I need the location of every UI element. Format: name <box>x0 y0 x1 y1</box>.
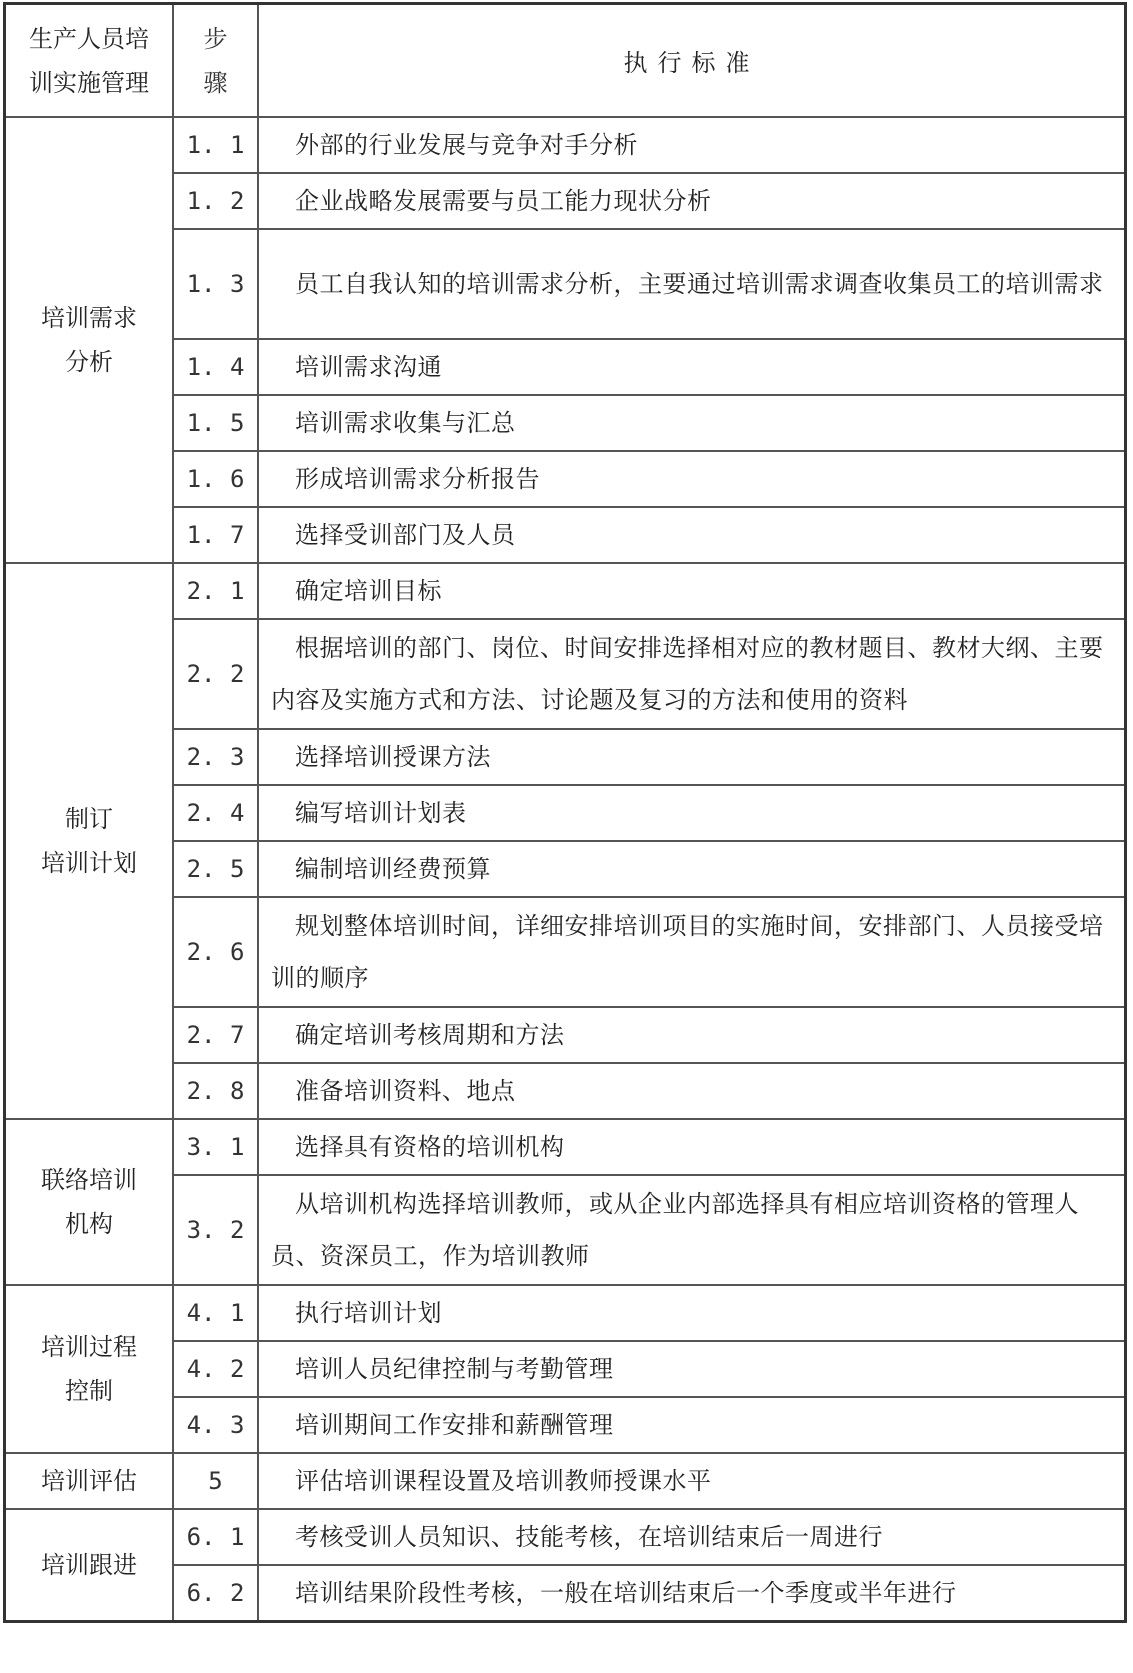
table-row <box>5 729 1126 785</box>
table-row <box>5 1063 1126 1119</box>
category-cell <box>5 117 174 563</box>
standard-cell <box>258 785 1126 841</box>
table-row <box>5 1007 1126 1063</box>
table-row <box>5 1119 1126 1175</box>
header-standard: 执行标准 <box>258 4 1126 118</box>
standard-text: 考核受训人员知识、技能考核，在培训结束后一周进行 <box>295 1523 883 1551</box>
step-number: 1. 2 <box>173 173 258 229</box>
step-number: 2. 6 <box>173 897 258 1007</box>
category-cell <box>5 1119 174 1285</box>
category-label: 联络培训 <box>41 1166 137 1194</box>
step-number: 1. 6 <box>173 451 258 507</box>
standard-cell <box>258 339 1126 395</box>
step-number: 2. 1 <box>173 563 258 619</box>
step-number: 2. 8 <box>173 1063 258 1119</box>
standard-cell <box>258 729 1126 785</box>
standard-text: 形成培训需求分析报告 <box>295 465 540 493</box>
category-label: 培训评估 <box>41 1467 137 1495</box>
standard-cell <box>258 229 1126 339</box>
step-number: 3. 2 <box>173 1175 258 1285</box>
standard-text: 确定培训考核周期和方法 <box>295 1021 565 1049</box>
category-label: 制订 <box>65 805 113 833</box>
standard-text: 评估培训课程设置及培训教师授课水平 <box>295 1467 712 1495</box>
table-row <box>5 1565 1126 1622</box>
standard-text: 选择培训授课方法 <box>295 743 491 771</box>
header-row <box>5 4 1126 118</box>
standard-cell <box>258 117 1126 173</box>
table-row <box>5 897 1126 1007</box>
step-number: 1. 4 <box>173 339 258 395</box>
standard-cell <box>258 173 1126 229</box>
table-row <box>5 1397 1126 1453</box>
table-row <box>5 117 1126 173</box>
step-number: 4. 2 <box>173 1341 258 1397</box>
step-number: 4. 1 <box>173 1285 258 1341</box>
step-number: 2. 3 <box>173 729 258 785</box>
table-row <box>5 339 1126 395</box>
table-row <box>5 507 1126 563</box>
standard-text: 规划整体培训时间，详细安排培训项目的实施时间，安排部门、人员接受培训的顺序 <box>271 912 1104 992</box>
table-row <box>5 1509 1126 1565</box>
standard-cell <box>258 395 1126 451</box>
table-row <box>5 1453 1126 1509</box>
standard-text: 从培训机构选择培训教师，或从企业内部选择具有相应培训资格的管理人员、资深员工，作为培训教师 <box>271 1190 1079 1270</box>
standard-text: 编制培训经费预算 <box>295 855 491 883</box>
standard-text: 培训需求沟通 <box>295 353 442 381</box>
table-row <box>5 1341 1126 1397</box>
header-category <box>5 4 174 118</box>
standard-text: 培训人员纪律控制与考勤管理 <box>295 1355 614 1383</box>
category-cell <box>5 563 174 1119</box>
step-number: 1. 3 <box>173 229 258 339</box>
training-management-table <box>3 2 1127 1623</box>
table-row <box>5 1285 1126 1341</box>
step-number: 2. 7 <box>173 1007 258 1063</box>
standard-cell <box>258 1119 1126 1175</box>
table-row <box>5 395 1126 451</box>
standard-text: 选择具有资格的培训机构 <box>295 1133 565 1161</box>
standard-cell <box>258 563 1126 619</box>
header-step-line: 步 <box>203 24 228 53</box>
header-step <box>173 4 258 118</box>
step-number: 3. 1 <box>173 1119 258 1175</box>
table-row <box>5 563 1126 619</box>
category-cell <box>5 1285 174 1453</box>
table-row <box>5 229 1126 339</box>
standard-text: 企业战略发展需要与员工能力现状分析 <box>295 187 712 215</box>
step-number: 6. 1 <box>173 1509 258 1565</box>
header-category-line: 训实施管理 <box>29 68 149 97</box>
table-row <box>5 1175 1126 1285</box>
step-number: 2. 2 <box>173 619 258 729</box>
standard-cell <box>258 451 1126 507</box>
standard-text: 确定培训目标 <box>295 577 442 605</box>
standard-cell <box>258 1341 1126 1397</box>
standard-text: 根据培训的部门、岗位、时间安排选择相对应的教材题目、教材大纲、主要内容及实施方式和方法、讨论题及复习的方法和使用的资料 <box>271 634 1104 714</box>
category-label: 培训计划 <box>41 849 137 877</box>
category-label: 培训跟进 <box>41 1551 137 1579</box>
standard-cell <box>258 897 1126 1007</box>
step-number: 6. 2 <box>173 1565 258 1622</box>
step-number: 1. 5 <box>173 395 258 451</box>
category-label: 分析 <box>65 348 113 376</box>
header-category-line: 生产人员培 <box>29 24 149 53</box>
standard-cell <box>258 1565 1126 1622</box>
standard-cell <box>258 1509 1126 1565</box>
category-cell <box>5 1509 174 1622</box>
table-row <box>5 173 1126 229</box>
table-row <box>5 619 1126 729</box>
standard-text: 执行培训计划 <box>295 1299 442 1327</box>
step-number: 2. 4 <box>173 785 258 841</box>
step-number: 1. 1 <box>173 117 258 173</box>
standard-text: 员工自我认知的培训需求分析，主要通过培训需求调查收集员工的培训需求 <box>295 270 1104 298</box>
standard-cell <box>258 1285 1126 1341</box>
step-number: 4. 3 <box>173 1397 258 1453</box>
standard-cell <box>258 507 1126 563</box>
step-number: 1. 7 <box>173 507 258 563</box>
standard-cell <box>258 1453 1126 1509</box>
standard-text: 培训结果阶段性考核，一般在培训结束后一个季度或半年进行 <box>295 1579 957 1607</box>
standard-cell <box>258 1007 1126 1063</box>
category-label: 机构 <box>65 1210 113 1238</box>
standard-cell <box>258 1063 1126 1119</box>
header-step-line: 骤 <box>203 68 228 97</box>
table-row <box>5 451 1126 507</box>
step-number: 2. 5 <box>173 841 258 897</box>
standard-text: 培训需求收集与汇总 <box>295 409 516 437</box>
category-label: 培训需求 <box>41 304 137 332</box>
step-number: 5 <box>173 1453 258 1509</box>
standard-cell <box>258 1175 1126 1285</box>
standard-text: 外部的行业发展与竞争对手分析 <box>295 131 638 159</box>
standard-text: 编写培训计划表 <box>295 799 467 827</box>
standard-text: 培训期间工作安排和薪酬管理 <box>295 1411 614 1439</box>
standard-text: 选择受训部门及人员 <box>295 521 516 549</box>
standard-text: 准备培训资料、地点 <box>295 1077 516 1105</box>
standard-cell <box>258 841 1126 897</box>
category-cell <box>5 1453 174 1509</box>
category-label: 培训过程 <box>41 1333 137 1361</box>
category-label: 控制 <box>65 1377 113 1405</box>
table-row <box>5 785 1126 841</box>
standard-cell <box>258 1397 1126 1453</box>
standard-cell <box>258 619 1126 729</box>
table-row <box>5 841 1126 897</box>
